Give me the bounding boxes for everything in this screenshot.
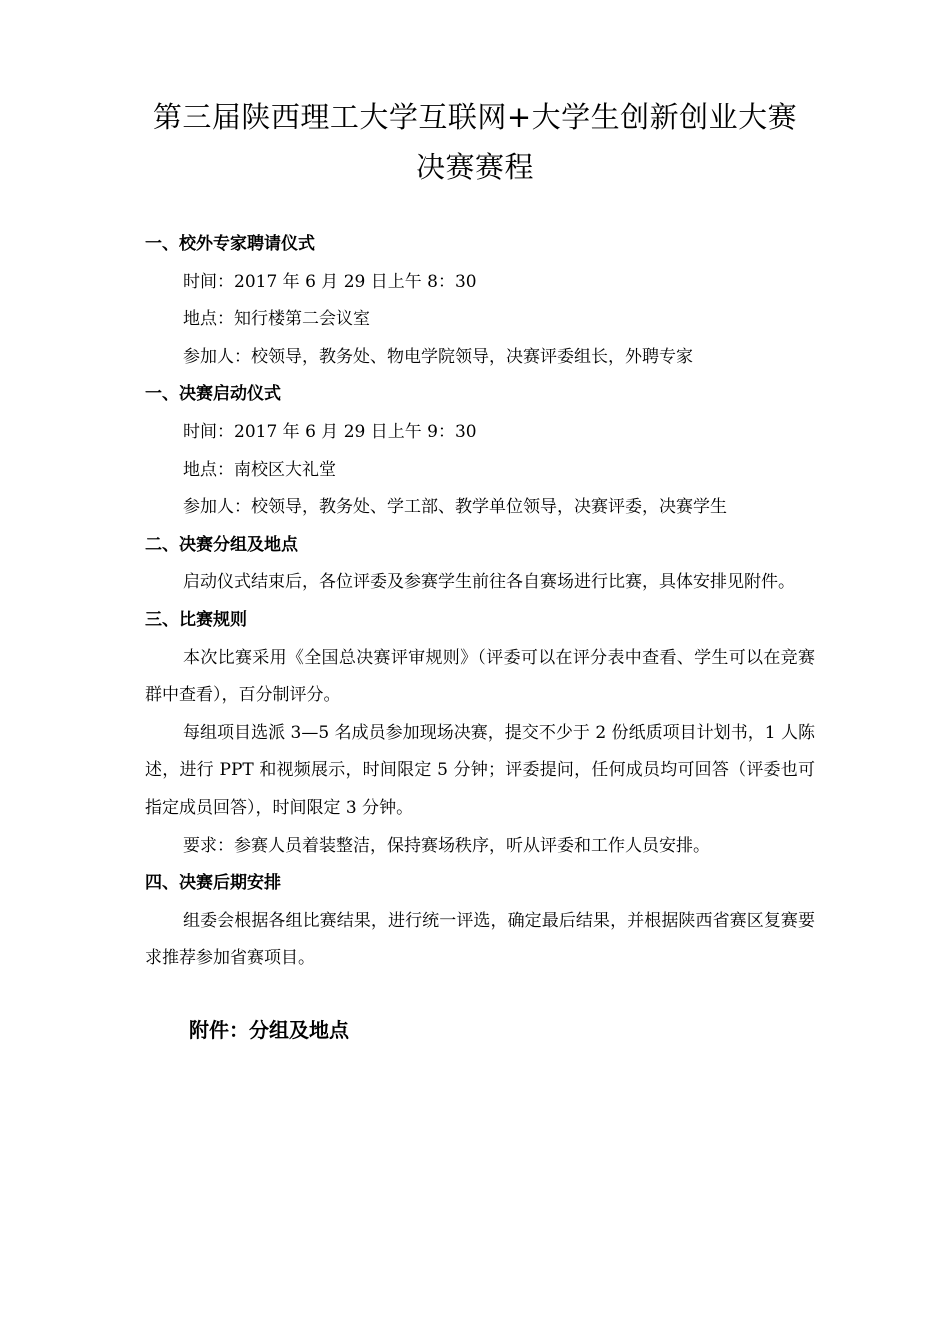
section-heading-launch-ceremony: 一、决赛启动仪式 <box>145 384 281 405</box>
expert-ceremony-place: 地点：知行楼第二会议室 <box>183 309 370 330</box>
launch-ceremony-place: 地点：南校区大礼堂 <box>183 459 336 480</box>
section-heading-post-final: 四、决赛后期安排 <box>145 873 281 894</box>
rules-paragraph-scoring: 本次比赛采用《全国总决赛评审规则》（评委可以在评分表中查看、学生可以在竞赛群中查看），百分制评分。 <box>145 647 815 706</box>
launch-ceremony-time: 时间：2017 年 6 月 29 日上午 9：30 <box>183 421 477 442</box>
section-heading-groups-venues: 二、决赛分组及地点 <box>145 534 298 555</box>
attachment-label: 附件：分组及地点 <box>189 1018 349 1042</box>
document-title: 第三届陕西理工大学互联网+大学生创新创业大赛 <box>152 100 798 134</box>
rules-paragraph-format: 每组项目选派 3—5 名成员参加现场决赛，提交不少于 2 份纸质项目计划书，1 人陈述，进行 PPT 和视频展示，时间限定 5 分钟；评委提问，任何成员均可回答（评委也可指定成员回答），时间限定 3 分钟。 <box>145 722 815 818</box>
section-heading-expert-ceremony: 一、校外专家聘请仪式 <box>145 234 315 254</box>
document-body <box>145 226 815 978</box>
expert-ceremony-participants: 参加人：校领导，教务处、物电学院领导，决赛评委组长，外聘专家 <box>183 346 693 367</box>
post-final-paragraph: 组委会根据各组比赛结果，进行统一评选，确定最后结果，并根据陕西省赛区复赛要求推荐参加省赛项目。 <box>145 910 815 969</box>
expert-ceremony-time: 时间：2017 年 6 月 29 日上午 8：30 <box>183 271 477 292</box>
section-heading-rules: 三、比赛规则 <box>145 609 247 630</box>
rules-paragraph-requirements: 要求：参赛人员着装整洁，保持赛场秩序，听从评委和工作人员安排。 <box>183 835 710 856</box>
document-subtitle: 决赛赛程 <box>415 150 534 184</box>
groups-venues-paragraph: 启动仪式结束后，各位评委及参赛学生前往各自赛场进行比赛，具体安排见附件。 <box>183 572 795 593</box>
launch-ceremony-participants: 参加人：校领导，教务处、学工部、教学单位领导，决赛评委，决赛学生 <box>183 497 727 518</box>
